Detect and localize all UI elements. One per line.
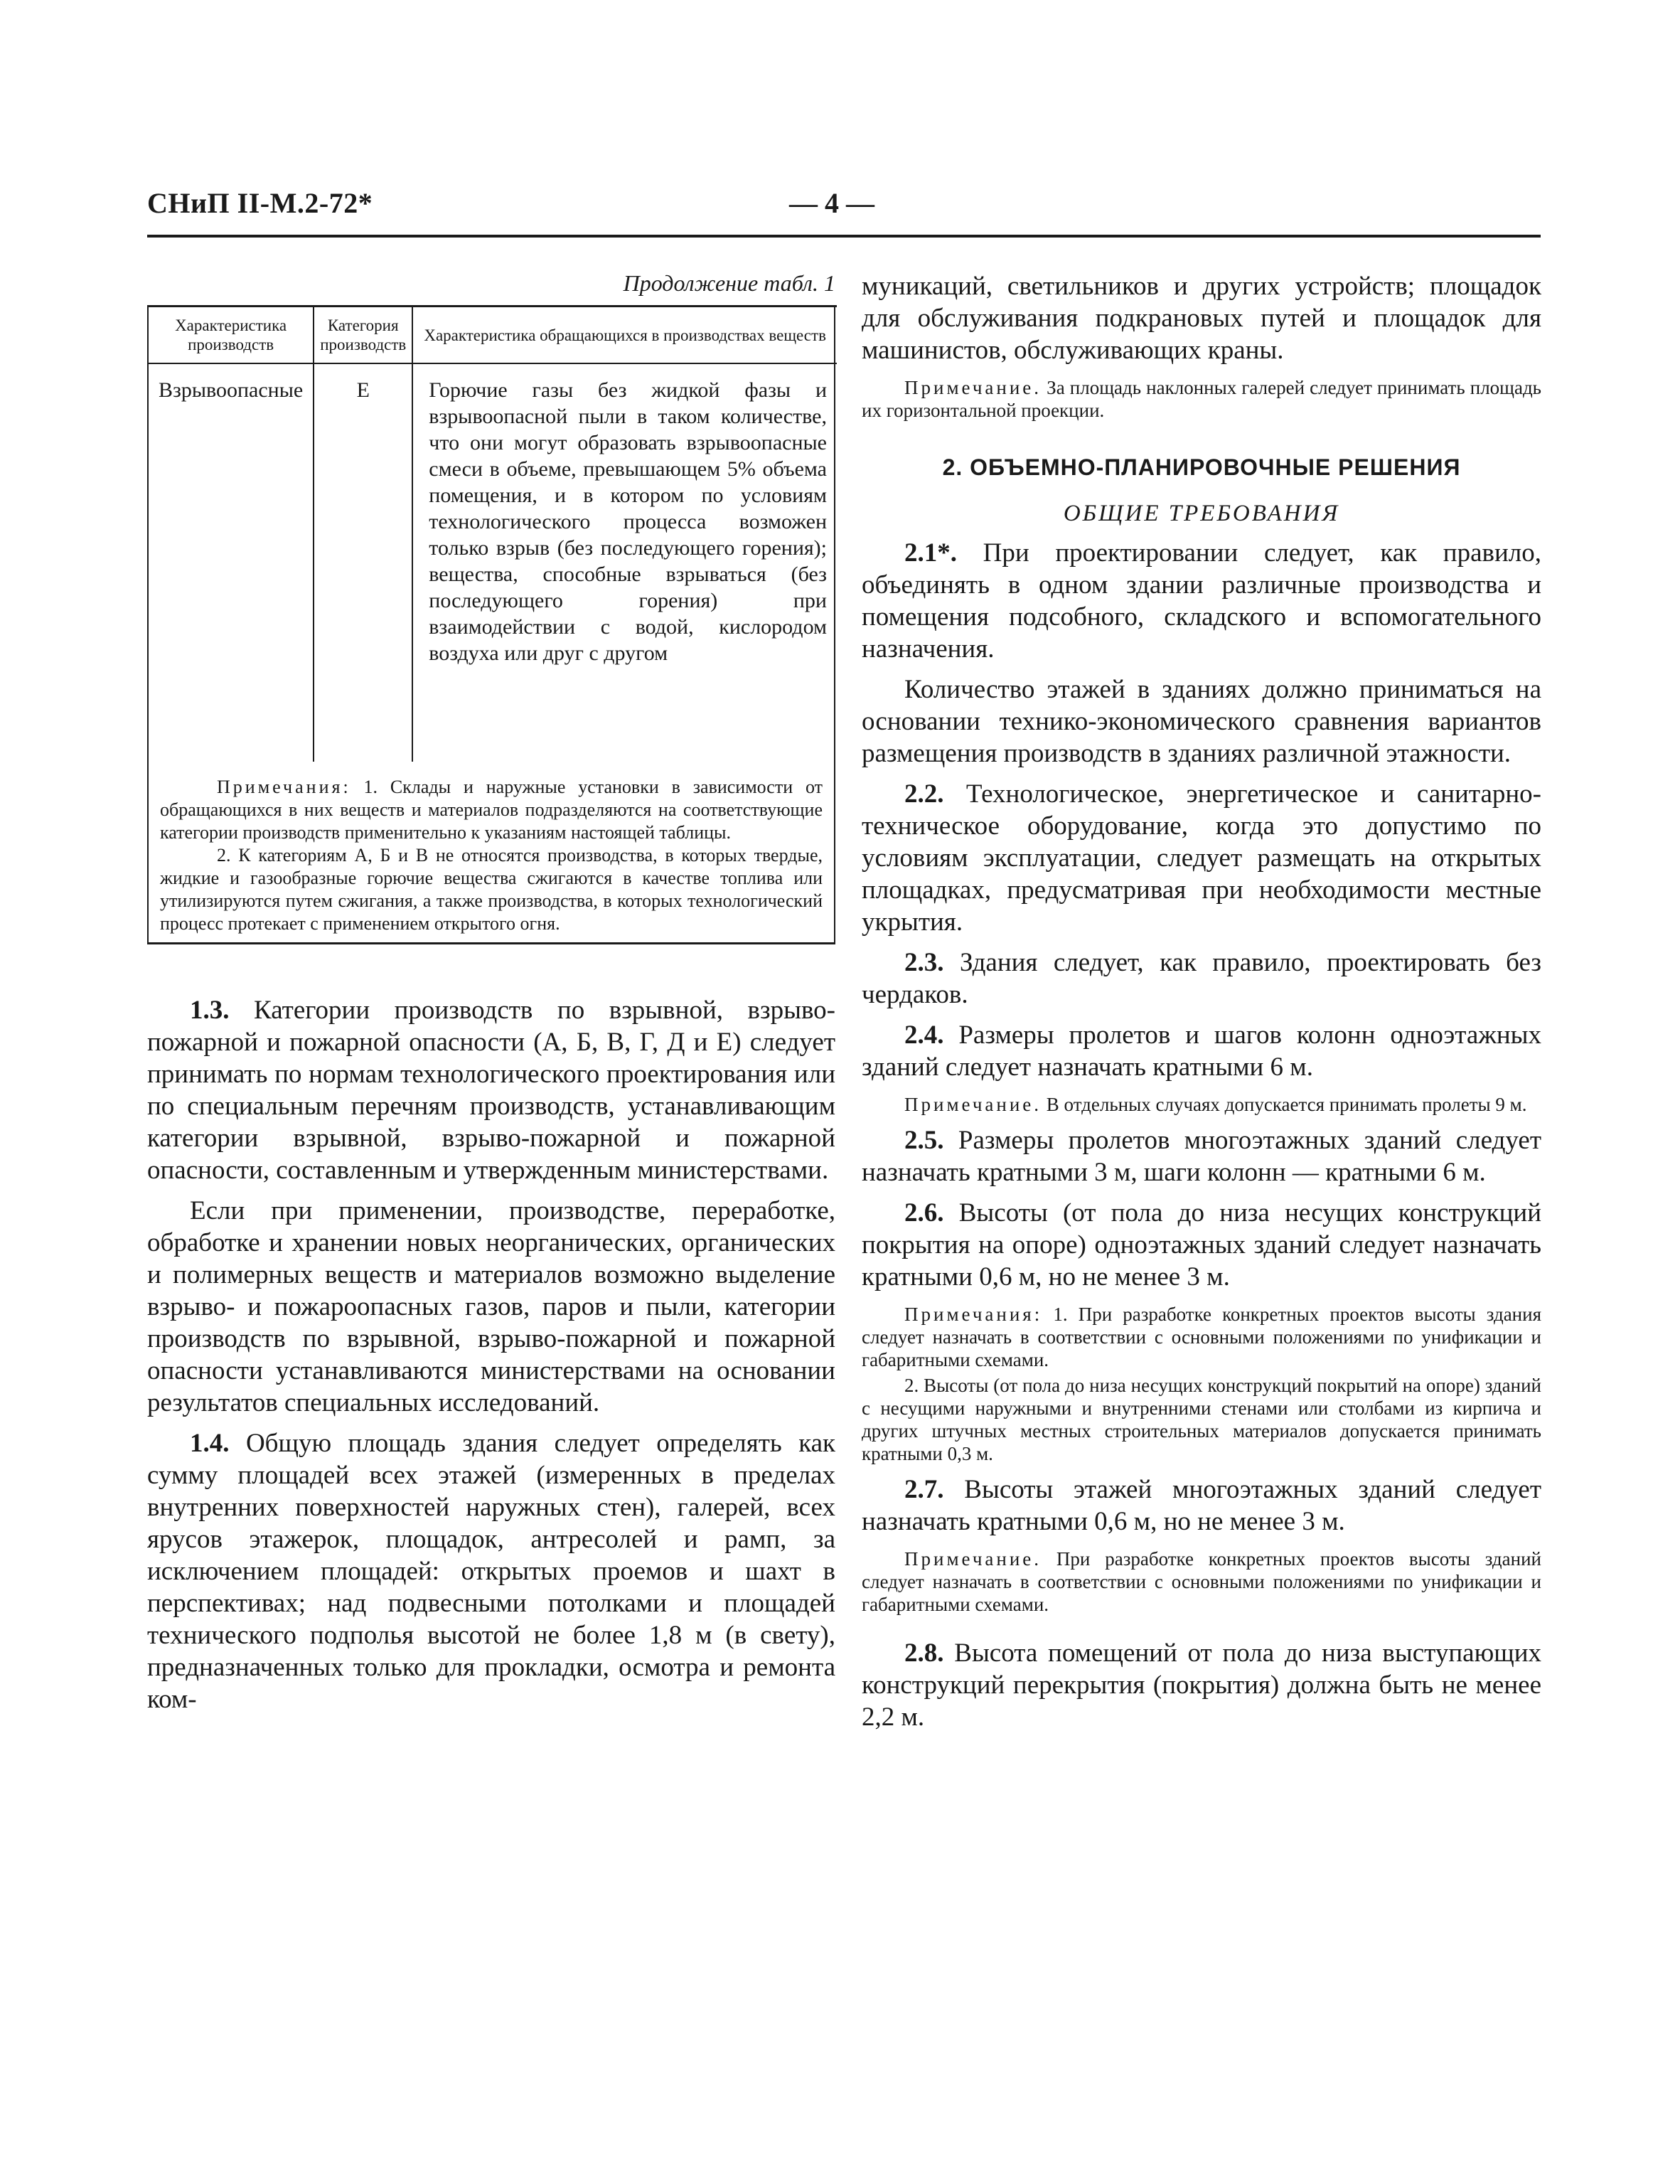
right-column: [862, 270, 1541, 1733]
note-2-7: [862, 1548, 1541, 1616]
table-header-row: [149, 307, 837, 364]
clause-1-4: [147, 1427, 835, 1715]
section-subtitle: ОБЩИЕ ТРЕБОВАНИЯ: [1063, 501, 1340, 526]
clause-2-3-number: 2.3.: [904, 948, 944, 977]
clause-2-2-text: Технологическое, энергетическое и санитарно-техническое оборудование, когда это допустимо по условиям эксплуатации, следует размещать на открытых площадках, предусматривая при необходимости местные укрытия.: [862, 779, 1541, 937]
clause-2-1: [862, 537, 1541, 665]
clause-1-3-number: 1.3.: [190, 996, 230, 1025]
table-frame: [147, 305, 835, 762]
clause-1-3-text: Категории производств по взрывной, взрыво-пожарной и пожарной опасности (А, Б, В, Г, Д и Е) следует принимать по нормам технологического проектирования или по специальным перечням производств, устанавливающим категории взрывной, взрыво-пожарной и пожарной опасности, составленным и утвержденным министерствами.: [147, 996, 835, 1185]
clause-2-6-text: Высоты (от пола до низа несущих конструкций покрытия на опоре) одноэтажных зданий следует назначать кратными 0,6 м, но не менее 3 м.: [862, 1198, 1541, 1291]
clause-2-8-text: Высота помещений от пола до низа выступающих конструкций перекрытия (покрытия) должна быть не менее 2,2 м.: [862, 1639, 1542, 1732]
clause-2-5-text: Размеры пролетов многоэтажных зданий следует назначать кратными 3 м, шаги колонн — кратными 6 м.: [862, 1126, 1541, 1187]
clause-2-2-number: 2.2.: [904, 779, 944, 809]
clause-2-3: [862, 947, 1541, 1011]
clause-2-1-continuation: Количество этажей в зданиях должно приниматься на основании технико-экономического сравнения вариантов размещения производств в зданиях различной этажности.: [862, 675, 1541, 768]
clause-2-4-text: Размеры пролетов и шагов колонн одноэтажных зданий следует назначать кратными 6 м.: [862, 1021, 1542, 1082]
table-row: [149, 363, 837, 762]
clause-2-4: [862, 1019, 1541, 1083]
note-2-4-text: В отдельных случаях допускается принимать пролеты 9 м.: [1046, 1094, 1527, 1115]
note-1-4-text: За площадь наклонных галерей следует принимать площадь их горизонтальной проекции.: [862, 377, 1541, 421]
clause-2-7: [862, 1474, 1541, 1538]
cell-production: Взрывоопасные: [159, 378, 304, 402]
clause-2-2: [862, 778, 1541, 938]
clause-2-7-text: Высоты этажей многоэтажных зданий следует назначать кратными 0,6 м, но не менее 3 м.: [862, 1475, 1542, 1536]
table-note-1: [160, 776, 823, 844]
col-header-category: Категория производств: [314, 307, 412, 364]
clause-2-5-number: 2.5.: [904, 1126, 944, 1155]
page-number: — 4 —: [789, 187, 874, 219]
clause-2-8: [862, 1637, 1541, 1733]
note-2-7-text: При разработке конкретных проектов высоты зданий следует назначать в соответствии с основными положениями по унификации и габаритными схемами.: [862, 1548, 1541, 1615]
clause-2-1-number: 2.1*.: [904, 538, 957, 568]
note-2-7-label: Примечание.: [904, 1548, 1042, 1570]
note-2-6-1: [862, 1303, 1541, 1371]
note-2-6-label: Примечания:: [904, 1304, 1043, 1325]
cell-description: Горючие газы без жидкой фазы и взрывоопасной пыли в таком количестве, что они могут образовать взрывоопасные смеси в объеме, превышающем 5% объема помещения, и в котором по условиям технологического процесса возможен только взрыв (без последующего горения); вещества, способные взрываться (без последующего горения) при взаимодействии с водой, кислородом воздуха или друг с другом: [412, 363, 837, 762]
document-code: СНиП II-М.2-72*: [147, 187, 373, 219]
note-2-4: [862, 1093, 1541, 1116]
clause-2-8-number: 2.8.: [904, 1639, 944, 1668]
clause-2-6-number: 2.6.: [904, 1198, 944, 1227]
header-rule: [147, 235, 1541, 238]
note-1-4: [862, 376, 1541, 422]
clause-2-5: [862, 1124, 1541, 1188]
category-table: [149, 305, 837, 762]
table-note-2: 2. К категориям А, Б и В не относятся производства, в которых твердые, жидкие и газообразные горючие вещества сжигаются в качестве топлива или утилизируются путем сжигания, а также производства, в которых технологический процесс протекает с применением открытого огня.: [160, 845, 823, 934]
clause-2-3-text: Здания следует, как правило, проектировать без чердаков.: [862, 948, 1541, 1009]
note-2-6-2: 2. Высоты (от пола до низа несущих конструкций покрытий на опоре) зданий с несущими наружными и внутренними стенами или столбами из кирпича и других штучных местных строительных материалов допускается принимать кратными 0,3 м.: [862, 1375, 1541, 1464]
clause-1-4-continuation: муникаций, светильников и других устройств; площадок для обслуживания подкрановых путей и площадок для машинистов, обслуживающих краны.: [862, 272, 1541, 365]
note-2-6-1-text: 1. При разработке конкретных проектов высоты здания следует назначать в соответствии с основными положениями по унификации и габаритными схемами.: [862, 1304, 1541, 1370]
left-column: [147, 270, 835, 1715]
col-header-substances: Характеристика обращающихся в производствах веществ: [412, 307, 837, 364]
clause-2-1-text: При проектировании следует, как правило, объединять в одном здании различные производства и помещения подсобного, складского и вспомогательного назначения.: [862, 538, 1542, 664]
table-note-1-text: 1. Склады и наружные установки в зависимости от обращающихся в них веществ и материалов подразделяются на соответствующие категории производств применительно к указаниям настоящей таблицы.: [160, 777, 823, 843]
clause-2-7-number: 2.7.: [904, 1475, 944, 1504]
clause-1-4-number: 1.4.: [190, 1429, 230, 1458]
note-2-4-label: Примечание.: [904, 1094, 1042, 1115]
table-notes: [147, 762, 835, 944]
clause-1-3-continuation: Если при применении, производстве, переработке, обработке и хранении новых неорганических, органических и полимерных веществ и материалов возможно выделение взрыво- и пожароопасных газов, паров и пыли, категории производств по взрывной, взрыво-пожарной и пожарной опасности устанавливаются министерствами на основании результатов специальных исследований.: [147, 1196, 835, 1417]
section-title: 2. ОБЪЕМНО-ПЛАНИРОВОЧНЫЕ РЕШЕНИЯ: [942, 454, 1461, 480]
clause-1-3: [147, 994, 835, 1186]
table-continuation-label: Продолжение табл. 1: [623, 270, 835, 296]
clause-2-4-number: 2.4.: [904, 1021, 944, 1050]
col-header-production: Характеристика производств: [149, 307, 314, 364]
clause-2-6: [862, 1197, 1541, 1293]
table-notes-label: Примечания:: [217, 777, 351, 797]
note-1-4-label: Примечание.: [904, 377, 1042, 398]
clause-1-4-text: Общую площадь здания следует определять как сумму площадей всех этажей (измеренных в пределах внутренних поверхностей наружных стен), галерей, всех ярусов этажерок, площадок, антресолей и рамп, за исключением площадей: открытых проемов и шахт в перспективах; над подвесными потолками и площадей технического подполья высотой не более 1,8 м (в свету), предназначенных только для прокладки, осмотра и ремонта ком-: [147, 1429, 836, 1714]
cell-category: Е: [314, 363, 412, 762]
